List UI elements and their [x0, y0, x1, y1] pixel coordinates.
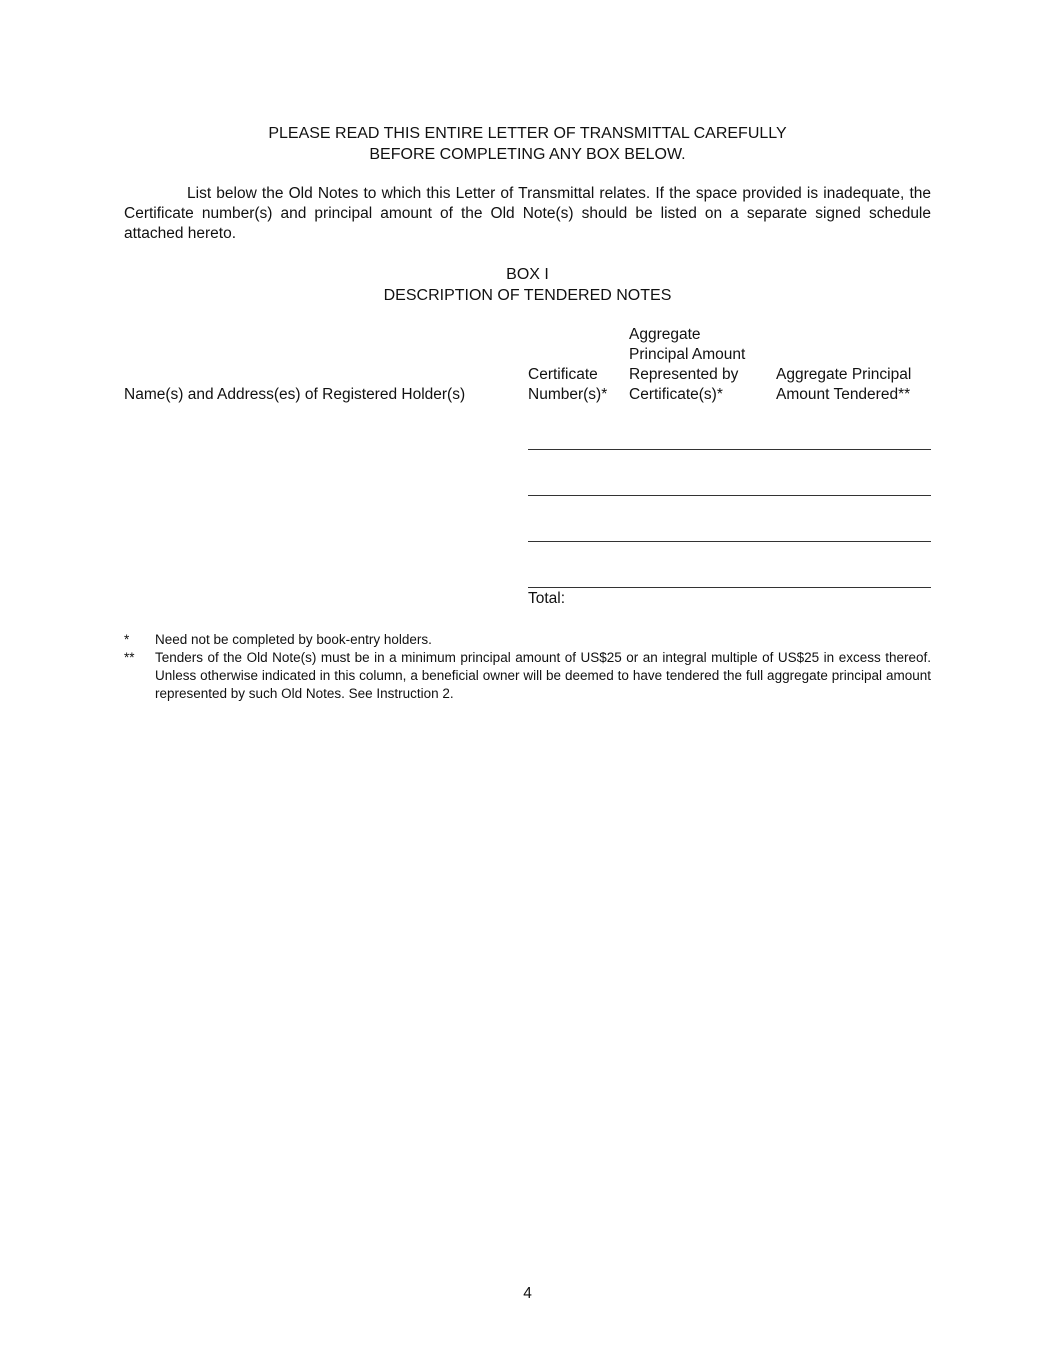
column-header-line: Name(s) and Address(es) of Registered Holder(s): [124, 386, 466, 403]
page-number: 4: [523, 1285, 532, 1302]
column-header-line: Number(s)*: [528, 386, 608, 403]
footnote: [124, 649, 931, 703]
total-label: Total:: [528, 590, 566, 607]
intro-paragraph: List below the Old Notes to which this Letter of Transmittal relates. If the space provided is inadequate, the Certificate number(s) and principal amount of the Old Note(s) should be listed on a separate signed schedule attached hereto.: [124, 185, 931, 242]
column-header-amount-tendered: [776, 365, 911, 405]
box-title: BOX I: [506, 266, 549, 283]
entry-line[interactable]: [528, 541, 931, 542]
total-line[interactable]: [528, 587, 931, 588]
column-header-line: Principal Amount: [629, 346, 746, 363]
entry-line[interactable]: [528, 495, 931, 496]
column-header-line: Certificate: [528, 366, 598, 383]
header-line-2: BEFORE COMPLETING ANY BOX BELOW.: [369, 146, 686, 163]
entry-line[interactable]: [528, 449, 931, 450]
box-subtitle: DESCRIPTION OF TENDERED NOTES: [383, 287, 672, 304]
footnote-text: Need not be completed by book-entry holders.: [155, 632, 432, 647]
column-header-line: Aggregate Principal: [776, 366, 912, 383]
column-header-line: Amount Tendered**: [776, 386, 911, 403]
column-header-principal-represented: [629, 325, 745, 405]
column-header-line: Aggregate: [629, 326, 701, 343]
column-header-certificate-number: [528, 365, 607, 405]
footnote-mark: **: [124, 650, 135, 665]
column-header-holder: [124, 385, 465, 405]
footnote-text: Tenders of the Old Note(s) must be in a minimum principal amount of US$25 or an integral multiple of US$25 in excess thereof. Unless otherwise indicated in this column, a beneficial owner will be deemed to have tendered the full aggregate principal amount represented by such Old Notes. See Instruction 2.: [155, 650, 931, 701]
column-header-line: Certificate(s)*: [629, 386, 723, 403]
footnote: [124, 631, 931, 649]
column-header-line: Represented by: [629, 366, 739, 383]
footnote-mark: *: [124, 632, 130, 647]
header-line-1: PLEASE READ THIS ENTIRE LETTER OF TRANSMITTAL CAREFULLY: [268, 125, 787, 142]
